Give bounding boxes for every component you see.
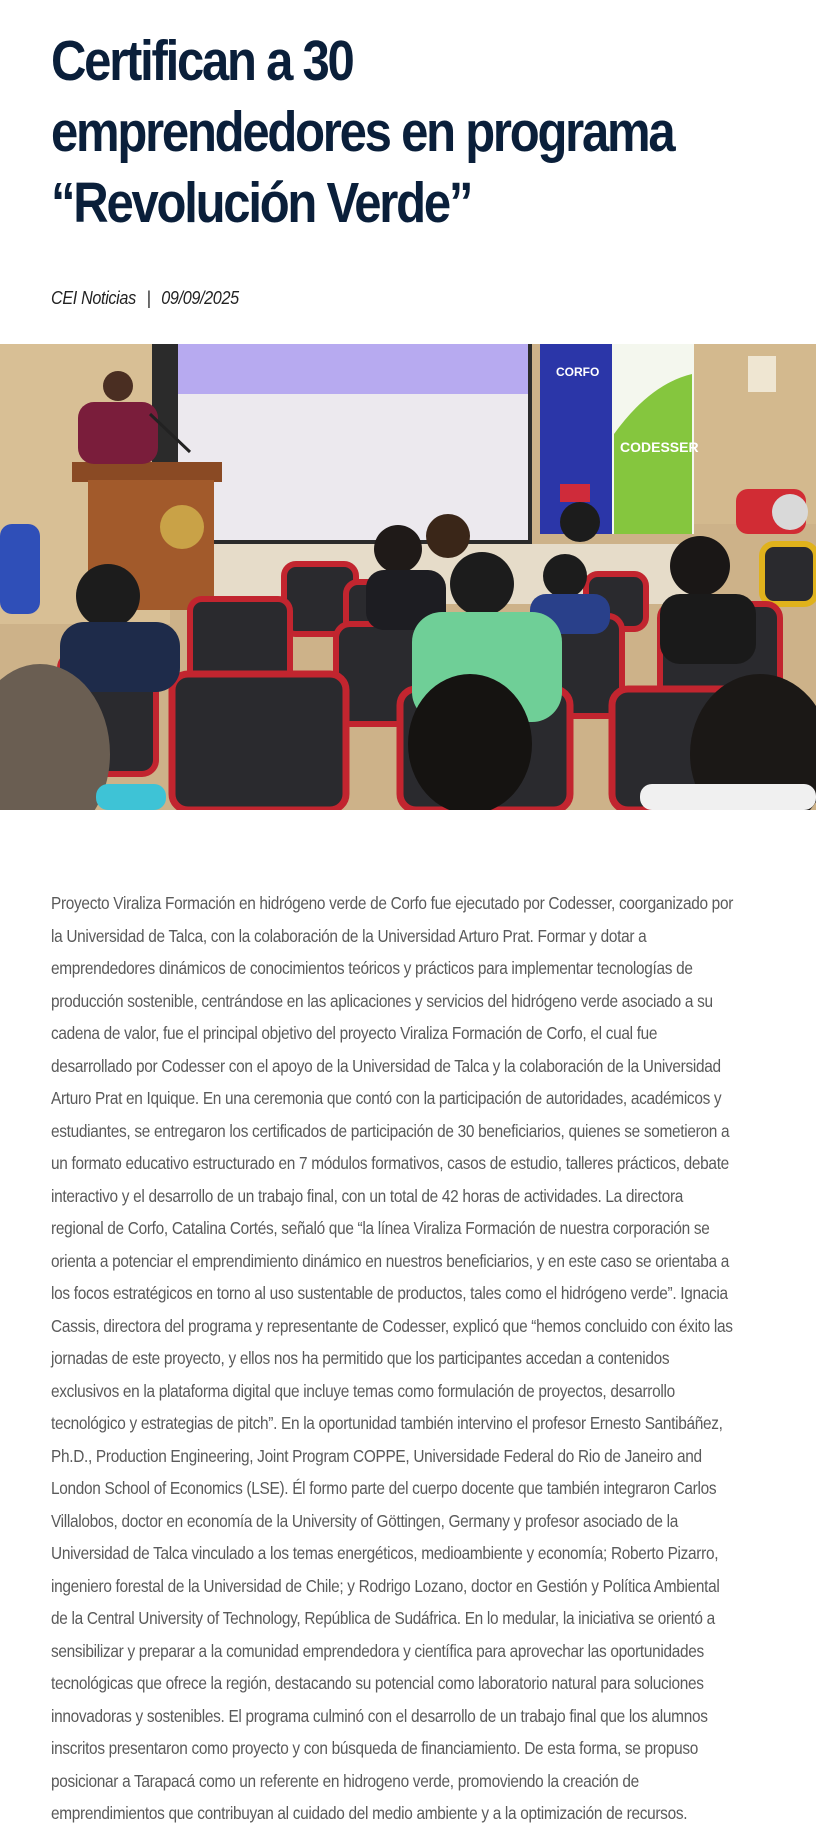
- chair: [762, 544, 816, 604]
- article-body: Proyecto Viraliza Formación en hidrógeno verde de Corfo fue ejecutado por Codesser, coorganizado por la Universidad de Talca, con la colaboración de la Universidad Arturo Prat. Formar y dotar a emprendedores dinámicos de conocimientos teóricos y prácticos para implementar tecnologías de producción sostenible, centrándose en las aplicaciones y servicios del hidrógeno verde asociado a su cadena de valor, fue el principal objetivo del proyecto Viraliza Formación de Corfo, el cual fue desarrollado por Codesser con el apoyo de la Universidad de Talca y la colaboración de la Universidad Arturo Prat en Iquique. En una ceremonia que contó con la participación de autoridades, académicos y estudiantes, se entregaron los certificados de participación de 30 beneficiarios, quienes se sometieron a un formato educativo estructurado en 7 módulos formativos, casos de estudio, talleres prácticos, debate interactivo y el desarrollo de un trabajo final, con un total de 42 horas de actividades. La directora regional de Corfo, Catalina Cortés, señaló que “la línea Viraliza Formación de nuestra corporación se orienta a potenciar el emprendimiento dinámico en nuestros beneficiarios, y en este caso se orientaba a los focos estratégicos en torno al uso sustentable de productos, tales como el hidrógeno verde”. Ignacia Cassis, directora del programa y representante de Codesser, explicó que “hemos concluido con éxito las jornadas de este proyecto, y ellos nos ha permitido que los participantes accedan a contenidos exclusivos en la plataforma digital que incluye temas como formulación de proyectos, desarrollo tecnológico y estrategias de pitch”. En la oportunidad también intervino el profesor Ernesto Santibáñez, Ph.D., Production Engineering, Joint Program COPPE, Universidade Federal do Rio de Janeiro and London School of Economics (LSE). Él formo parte del cuerpo docente que también integraron Carlos Villalobos, doctor en economía de la University of Göttingen, Germany y profesor asociado de la Universidad de Talca vinculado a los temas energéticos, medioambiente y economía; Roberto Pizarro, ingeniero forestal de la Universidad de Chile; y Rodrigo Lozano, doctor en Gestión y Política Ambiental de la Central University of Technology, República de Sudáfrica. En lo medular, la iniciativa se orientó a sensibilizar y preparar a la comunidad emprendedora y científica para aprovechar las oportunidades tecnológicas que ofrece la región, destacando su potencial como laboratorio natural para soluciones innovadoras y sostenibles. El programa culminó con el desarrollo de un trabajo final que los alumnos inscritos presentaron como proyecto y con búsqueda de financiamiento. De esta forma, se propuso posicionar a Tarapacá como un referente en hidrogeno verde, promoviendo la creación de emprendimientos que contribuyan al cuidado del medio ambiente y a la optimización de recursos.: [51, 893, 734, 1823]
- audience-head: [450, 552, 514, 616]
- audience-head: [543, 554, 587, 598]
- meta-separator: |: [146, 288, 151, 308]
- screen-slide-header: [178, 344, 528, 394]
- speaker-body: [78, 402, 158, 464]
- audience-head: [670, 536, 730, 596]
- podium-top: [72, 462, 222, 482]
- audience-head: [374, 525, 422, 573]
- codesser-banner-text: CODESSER: [620, 439, 699, 455]
- audience-head: [772, 494, 808, 530]
- article-date: 09/09/2025: [161, 288, 239, 308]
- speaker-head: [103, 371, 133, 401]
- hero-image: [0, 344, 816, 810]
- ceremony-photo: [0, 344, 816, 810]
- corfo-banner-text: CORFO: [556, 365, 600, 379]
- foreground-head: [408, 674, 532, 810]
- wall-sign: [748, 356, 776, 392]
- chair: [172, 674, 346, 810]
- article-meta: [51, 288, 239, 309]
- audience-head: [560, 502, 600, 542]
- audience-body: [640, 784, 816, 810]
- audience-head: [76, 564, 140, 628]
- podium-seal: [160, 505, 204, 549]
- audience-head: [426, 514, 470, 558]
- article-source[interactable]: CEI Noticias: [51, 288, 136, 308]
- audience-body: [96, 784, 166, 810]
- article-title: Certifican a 30 emprendedores en programa “Revolución Verde”: [51, 29, 674, 235]
- audience-body: [0, 524, 40, 614]
- audience-body: [660, 594, 756, 664]
- corfo-flag-logo: [560, 484, 590, 502]
